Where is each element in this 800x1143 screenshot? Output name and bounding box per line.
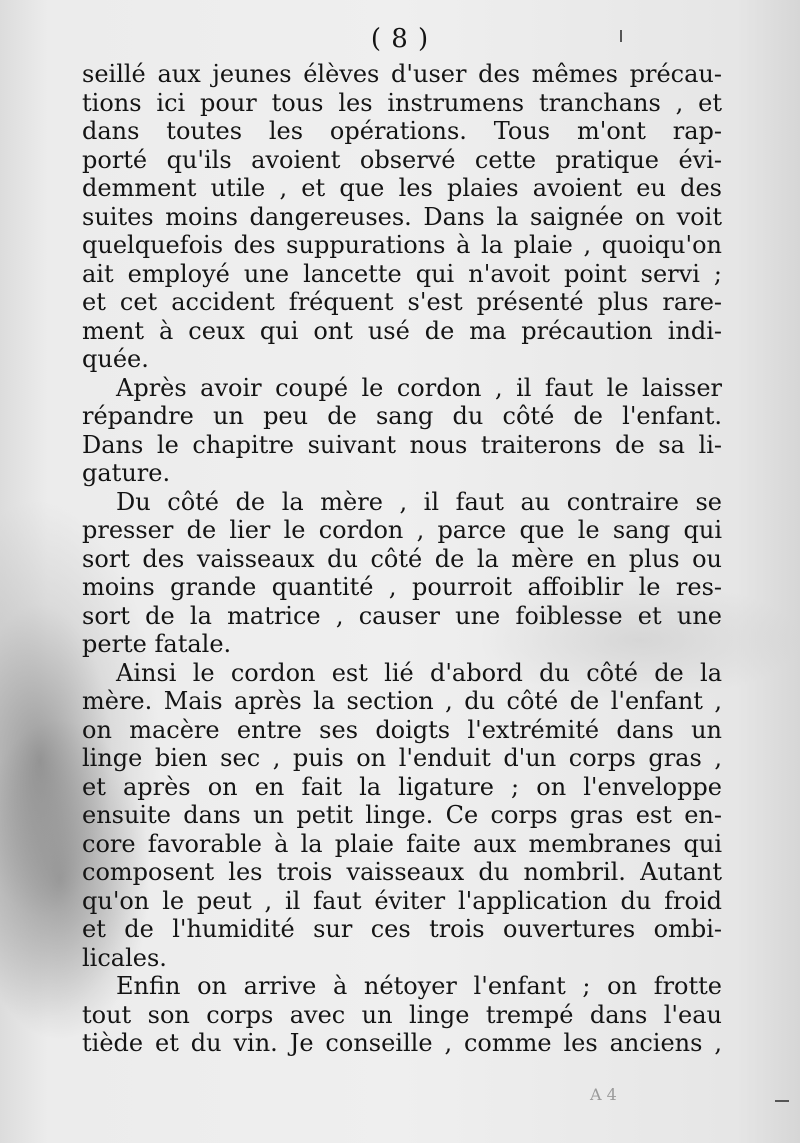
text-line: et après on en fait la ligature ; on l'enveloppe <box>82 772 722 801</box>
text-line: ment à ceux qui ont usé de ma précaution indi- <box>82 316 722 345</box>
text-line: quée. <box>82 345 149 373</box>
text-line: gature. <box>82 459 171 487</box>
paragraph-start-line: Ainsi le cordon est lié d'abord du côté de la <box>116 658 722 687</box>
signature-mark: A 4 <box>590 1085 617 1104</box>
text-line: et de l'humidité sur ces trois ouvertures ombi- <box>82 915 722 943</box>
margin-mark <box>620 30 622 42</box>
text-line: tiède et du vin. Je conseille , comme les anciens , <box>82 1029 722 1057</box>
paragraph-start-line: Enfin on arrive à nétoyer l'enfant ; on frotte <box>116 972 722 1000</box>
text-line: ait employé une lancette qui n'avoit point servi ; <box>82 259 722 288</box>
text-line: suites moins dangereuses. Dans la saignée on voit <box>82 202 722 231</box>
text-line: linge bien sec , puis on l'enduit d'un corps gras , <box>82 744 722 772</box>
paragraph-start-line: Du côté de la mère , il faut au contraire se <box>116 487 722 516</box>
text-line: perte fatale. <box>82 630 232 658</box>
text-line: Dans le chapitre suivant nous traiterons de sa li- <box>82 430 722 459</box>
text-line: on macère entre ses doigts l'extrémité dans un <box>82 715 722 744</box>
text-line: sort de la matrice , causer une foiblesse et une <box>82 601 722 630</box>
margin-mark <box>775 1100 789 1102</box>
text-line: mère. Mais après la section , du côté de l'enfant , <box>82 687 722 715</box>
text-line: demment utile , et que les plaies avoient eu des <box>82 174 722 202</box>
text-line: seillé aux jeunes élèves d'user des mêmes précau- <box>82 60 722 88</box>
page-number: ( 8 ) <box>370 24 430 54</box>
text-line: répandre un peu de sang du côté de l'enfant. <box>82 402 722 430</box>
text-line: presser de lier le cordon , parce que le sang qui <box>82 516 722 544</box>
text-line: qu'on le peut , il faut éviter l'application du froid <box>82 886 722 915</box>
text-line: tout son corps avec un linge trempé dans l'eau <box>82 1000 722 1029</box>
body-text <box>82 60 722 1058</box>
text-line: quelquefois des suppurations à la plaie , quoiqu'on <box>82 231 722 259</box>
text-line: tions ici pour tous les instrumens tranchans , et <box>82 88 722 117</box>
text-line: sort des vaisseaux du côté de la mère en plus ou <box>82 544 722 573</box>
paragraph-start-line: Après avoir coupé le cordon , il faut le laisser <box>116 373 722 402</box>
text-line: porté qu'ils avoient observé cette pratique évi- <box>82 145 722 174</box>
text-line: ensuite dans un petit linge. Ce corps gras est en- <box>82 801 722 829</box>
text-line: et cet accident fréquent s'est présenté plus rare- <box>82 288 722 316</box>
text-line: dans toutes les opérations. Tous m'ont rap- <box>82 117 722 145</box>
text-line: moins grande quantité , pourroit affoiblir le res- <box>82 573 722 601</box>
text-line: core favorable à la plaie faite aux membranes qui <box>82 829 722 858</box>
text-line: licales. <box>82 943 167 972</box>
text-line: composent les trois vaisseaux du nombril. Autant <box>82 858 722 886</box>
